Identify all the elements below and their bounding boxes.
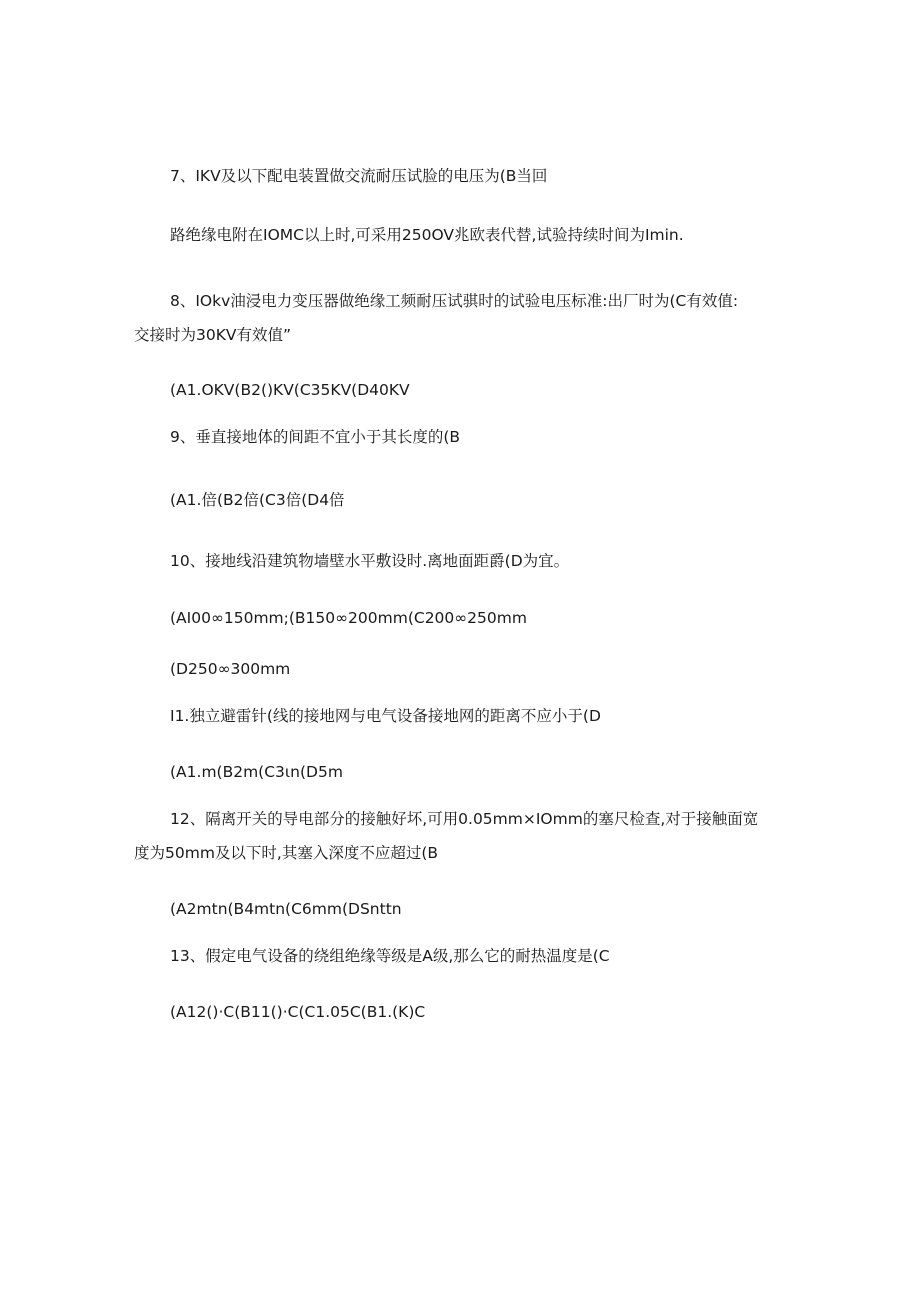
question-10-options-1: (AI00∞150mm;(B150∞200mm(C200∞250mm xyxy=(170,609,527,627)
question-8-line-2: 交接时为30KV有效值” xyxy=(134,326,292,344)
question-8-options: (A1.OKV(B2()KV(C35KV(D40KV xyxy=(170,381,410,399)
question-12-line-1: 12、隔离开关的导电部分的接触好坏,可用0.05mm×IOmm的塞尺检查,对于接触面宽 xyxy=(170,810,759,828)
question-9: 9、垂直接地体的间距不宜小于其长度的(B xyxy=(170,428,461,446)
question-10-options-2: (D250∞300mm xyxy=(170,660,291,678)
question-9-options: (A1.倍(B2倍(C3倍(D4倍 xyxy=(170,491,345,509)
question-12-options: (A2mtn(B4mtn(C6mm(DSnttn xyxy=(170,900,402,918)
question-13-options: (A12()·C(B11()·C(C1.05C(B1.(K)C xyxy=(170,1003,426,1021)
question-7-line-1: 7、IKV及以下配电装置做交流耐压试脸的电压为(B当回 xyxy=(170,167,548,185)
question-13: 13、假定电气设备的绕组绝缘等级是A级,那么它的耐热温度是(C xyxy=(170,947,610,965)
question-10: 10、接地线沿建筑物墙壁水平敷设时.离地面距爵(D为宜。 xyxy=(170,552,570,570)
question-7-line-2: 路绝缘电附在IOMC以上时,可采用250OV兆欧表代替,试验持续时间为Imin. xyxy=(170,226,684,244)
question-11-options: (A1.m(B2m(C3ιn(D5m xyxy=(170,763,343,781)
question-8-line-1: 8、IOkv油浸电力变压器做绝缘工频耐压试骐时的试验电压标准:出厂时为(C有效值: xyxy=(170,292,739,310)
question-12-line-2: 度为50mm及以下时,其塞入深度不应超过(B xyxy=(134,844,439,862)
question-11: I1.独立避雷针(线的接地网与电气设备接地网的距离不应小于(D xyxy=(170,707,601,725)
